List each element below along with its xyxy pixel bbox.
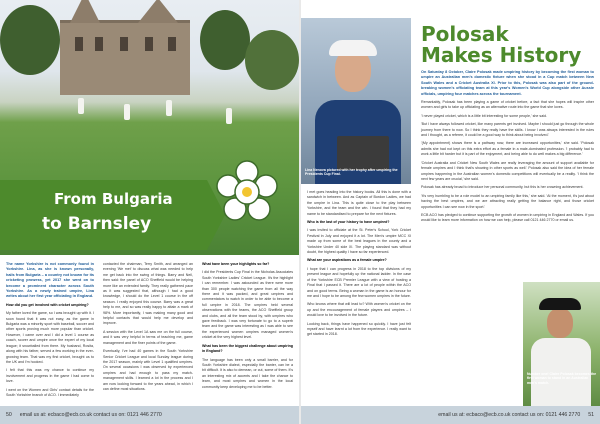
question: What are your aspirations as a female umpire? [307,258,387,263]
page-footer [301,406,600,424]
paragraph: Eventually, I've had 40 games in the South Yorkshire Senior Cricket League and local Sunday league during the 2017 season, mainly with Level 1 qualified umpires. On several occasions I was observed by experienced umpires and had enough to pass my match-management skills. I learned a lot in the process and I am now looking forward to the years ahead, in which I can define most situations. [103,349,193,391]
answer: I was invited to officiate at the St. Peter's School, York Cricket Festival in July and enjoyed it a lot. The Men's umpire MCC XI made up from some of the best leagues in the county and a Yorkshire Under 40 side XI. The playing standard was without doubt, the highest quality I have so far experienced. [307,228,411,255]
yorkshire-rose-icon [215,160,279,224]
answer: I went on the Women and Girls' contact details for the South Yorkshire branch of ACO. I immediately [6,387,94,397]
tree [200,10,250,70]
article-column-2 [103,262,193,395]
answer: My father loved the game, so I was brought up with it. I soon found that it was not easy, as the game in Bulgaria was a minority sport with baseball, soccer and other sports proving much more popular than cricket. However, I came over and I did a level 1 course as coach, scorer and umpire once the expert of my local league; it snowballed from there. My husband, Rosita, along with his father, served a few working in the ever-growing team. That was my first cricket, brought us to the UK and I'm hooked. [6,311,94,364]
cricket-player [166,100,172,116]
cricket-player [78,98,84,114]
title-line1: Polosak [421,22,509,46]
question: How did you get involved with cricket umpiring? [6,302,89,307]
article-title [421,24,581,66]
paragraph: '(My appointment) shows there is a pathway now, there are increased opportunities,' she said. 'Polosak admits she had not kept on this extra effort as a female in a male-dominated profession. 'I probably had to work a little bit harder but it is part of the enjoyment, and being able to do well makes a big difference.' [421,141,594,157]
paragraph: 'Cricket Australia and Cricket New South Wales are really leveraging the amount of support available for female umpires and I think that's showing in other sports as well.' Polosak also said the idea of her female umpires happening in the Australian women's domestic competitions will eventually be a reality. 'I think the next few years are crucial,' she said. [421,160,594,181]
answer: The language has been only a small barrier, and for South Yorkshire dialect, especially the banter, can be a bit difficult. It is also to demean, or cut, some of them. It's an interesting mix of accents and I take the chance to learn, and most umpires and women in the local community keep developing me to be better. [202,357,293,389]
answer: Looking back, things have happened so quickly. I have just felt myself and have learnt a lot from the experience. I really want to get started in 2018. [307,321,411,337]
answer: I did the Presidents Cup Final in the Nicholas Associates South Yorkshire Ladies' Cricket League. It's the highlight I can remember. I was astounded as there were more than 300 people watching the game from all the way there and it was packed, and great umpires and commentators to watch in order to be able to become a full umpire in 2018. The umpires held several observations with the teams, the ACO Sheffield group and clubs, and all the team stood by, with umpires who gave feedback. I was very fortunate to go to a superb team and the game was interesting as I was able to see the experienced women umpires managed women's cricket at the very highest level. [202,270,293,340]
paragraph: ECB ACO has pledged to continue supporting the growth of women in umpiring in England and Wales. If you would like to learn more information on how we can help, please call 0121 446 2770 or email us. [421,212,594,223]
answer: I hope that I can progress in 2018 to the top divisions of my present league and hopefully up the national ladder. In the case of the Yorkshire ECB Premier League with a view of hosting a Final that I passed it. There are a lot of people within the ACO and on good terms. Being a woman in the game is an honour for me and I hope to be among the few women umpires in the future. [307,266,411,298]
article-column-3 [202,262,293,393]
answer: Who knows where that will lead to? With women's cricket on the up and the encouragement of female players and umpires – I would love to be involved in the future. [307,302,411,318]
right-page [301,0,600,424]
photo-caption: Lina Nenova pictured with her trophy after umpiring the Presidents Cup Final. [305,168,398,177]
umpire-portrait-photo [301,18,411,184]
footer-contact: email us at: ecbaco@ecb.co.uk contact us on: 0121 446 2770 [19,412,162,418]
intro-paragraph: On Saturday 8 October, Claire Polosak made umpiring history by becoming the first woman to umpire an Australian men's domestic fixture when she stood in a Cup match between New South Wales and a Cricket Australia XI. Prior to this, Polosak was also part of the ground-breaking women's officiating team at this year's Women's World Cup alongside other Aussie officials, umpiring four matches across the tournament. [421,70,594,96]
paragraph: I met goes heading into the history books. All this is done with a sandwich in between. And as Captain of Bordon Ladies, we had the umpire in Lina. This is quite close to the play between Yorkshire, and the team and the win. I found that they had my name to be standardised to prepare for the next fixtures. [307,190,411,216]
headline-line1: From Bulgaria [54,190,173,208]
page-number: 50 [6,412,12,418]
pavilion-building [60,20,190,95]
paragraph: Polosak has already broad to introduce her personal community, but this is her crowning achievement. [421,185,584,190]
paragraph: 'I never played cricket, which is a little bit interesting for some people,' she said. [421,113,548,118]
tree [245,30,299,90]
paragraph: contacted the chairman, Terry Smith, and arranged an evening 'We met' to discuss what was needed to help me get back into the swing of things. Barry and Neil, then said: the panel of ACO Sheffield would be helping more like an extended family. They really gathered pace as it was suggested that, although I had a good knowledge, I should do the Level 1 course in the off season. I really enjoyed this course. Barry was a great help to me, and so was really happy to attain a mark of 98%. More importantly, I was making many good and helpful contacts that would help me develop and improve. [103,262,193,326]
page-footer [0,406,299,424]
paragraph: 'But I have always followed cricket, like many parents get involved. Maybe I should just go through the whole journey from there to now. So I think they really have the skills. I know I was always interested in the rules and I thought, as a referee, it could be a good way to think about being involved.' [421,122,594,138]
paragraph: 'It's very humbling to be a role model to an umpiring family like this,' she said. 'At the moment, it's just about having the best umpires, and we are attracting really getting the balance right, and those cricket opportunities I can see now in the sport.' [421,193,594,209]
tree [0,5,60,75]
question: What has been the biggest challenge about umpiring in England? [202,343,293,354]
photo-caption: Number one! Claire Polosak becomes the first woman to stand in an Australian men's match. [527,372,597,385]
paragraph: Remarkably, Polosak has been playing a game of cricket before, a fact that she hopes will inspire other women and girls to take up officiating as an alternative route into the game that she loves. [421,100,594,110]
article-column-1 [6,262,94,401]
laptop-trophy [337,136,389,170]
title-line2: Makes History [421,43,582,67]
answer: I felt that this was my chance to continue my involvement and progress in the game I had come to love. [6,368,94,384]
article-column-b [421,70,594,227]
question: Who is the last of your history to have umpired? [307,220,390,225]
left-page [0,0,299,424]
cricket-player [226,108,232,124]
headline-line2: to Barnsley [42,214,152,234]
footer-contact: email us at: ecbaco@ecb.co.uk contact us on: 0121 446 2770 [438,412,581,418]
umpire-action-photo [523,282,600,406]
article-column-a [307,190,411,341]
question: What have been your highlights so far? [202,262,270,266]
paragraph: A session with the Level 1A saw me on the full course, and it was very helpful in terms of teaching me, game management and the finer points of the game. [103,329,193,345]
cricket-player [124,104,130,120]
intro-paragraph: The name Yorkshire is not commonly found in Yorkshire. Lina, as she is known personally, hails from Bulgaria – a country not known for its cricketing prowess, yet 2017 she went on to become a prominent character across South Yorkshire. As a newly trained umpire, Lina writes about her first year officiating in England. [6,262,94,299]
page-number: 51 [588,412,594,418]
